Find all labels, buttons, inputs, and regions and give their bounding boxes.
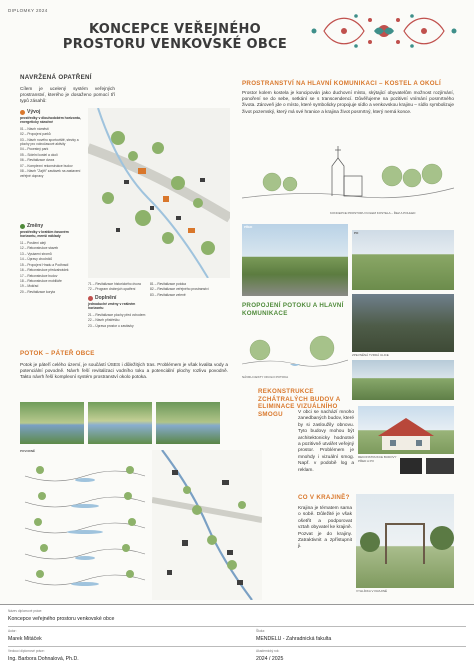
list-item: 16 – Rekonstrukce předzahrádek: [20, 268, 69, 273]
year-label: Akademický rok:: [256, 649, 280, 653]
after-label: PO: [354, 231, 359, 235]
thesis-title-value: Koncepce veřejného prostoru venkovské obce: [8, 616, 115, 622]
ad-sign-photo-2: [426, 458, 454, 474]
extra-list: [88, 282, 148, 293]
list-item: 01 – Návrh náměstí: [20, 126, 49, 131]
floods-label: POVODNĚ: [20, 449, 36, 453]
church-section-drawing: [242, 140, 454, 210]
list-item: 06 – Revitalizace dvora: [20, 158, 55, 163]
footer-divider: [8, 646, 466, 647]
house-photo: [358, 406, 454, 454]
footer-divider: [8, 626, 466, 627]
creek-path-photo: [352, 360, 454, 400]
list-item: 08 – Návrh "Zajtří" zastávek na zastavení veřejné dopravy: [20, 169, 81, 178]
folk-ornament-icon: [304, 6, 464, 56]
footer: [0, 604, 474, 671]
creek-heading: POTOK – PÁTEŘ OBCE: [20, 350, 95, 357]
zmeny-list: [20, 224, 82, 295]
reconstruction-caption: REKONSTRUKCE BUDOVY PŘED A PO: [358, 455, 397, 463]
church-text: Prostor kolem kostela je koncipován jako duchovní místo, skýtající obyvatelům možnost rozjímání, ponoření se do sebe, setkání se s transcendencí. Důvěřujeme na pozitivní vnímání posmrtného života. Zároveň jde o místo, které symbolicky propojuje sídlo a venkovskou krajinu – sídlo symbolizuje život pozemský, který má své hranice a krajina život posmrtný, který nemá konce.: [242, 90, 454, 114]
path-photo: [352, 294, 454, 352]
list-item: 03 – Návrh nového sportoviště, stezky a plochy pro volnočasové aktivity: [20, 137, 79, 146]
poster-title: [60, 22, 290, 52]
supervisor-label: Vedoucí diplomové práce:: [8, 649, 45, 653]
street-photo-before: [242, 224, 348, 296]
vyvoj-subtitle: prostředky v dlouhodobém horizontu, energeticky náročné: [20, 116, 82, 125]
list-item: 12 – Rekonstrukce staveb: [20, 246, 59, 251]
lookout-frame-icon: [356, 494, 454, 588]
proposal-intro: Cílem je ucelený systém veřejných prostranství, kterého je dosaženo pomocí tří typů zásahů:: [20, 86, 115, 104]
doplneni-dot-icon: [88, 296, 93, 301]
country-heading: CO V KRAJINĚ?: [298, 494, 350, 501]
list-item: 04 – Pocestný park: [20, 147, 49, 152]
reconstruction-text: V obci se nachází mnoho zanedbaných budov, které by si zasloužily obnovu. Tyto budovy mohou být architektonicky hodnotné a pozitivně utvářet veřejný prostor. Problémem je mnohdy i vizuální smog. Např. v podobě log a reklam.: [298, 410, 354, 473]
list-item: 18 – Rekonstrukce mobiliáře: [20, 278, 62, 283]
church-heading: PROSTRANSTVÍ NA HLAVNÍ KOMUNIKACI – KOSTEL A OKOLÍ: [242, 80, 442, 87]
list-item: 05 – Sídelní kostel a okolí: [20, 152, 58, 157]
list-item: 17 – Rekonstrukce budov: [20, 273, 58, 278]
church-caption: KONCEPCE PROSTORU KOLEM KOSTELA – ŘEZ A POHLED: [330, 211, 416, 215]
list-item: 02 – Propojení parků: [20, 132, 51, 137]
lookout-photo: [356, 494, 454, 588]
list-item: 19 – Mokřad: [20, 284, 39, 289]
school-label: Škola:: [256, 629, 265, 633]
path-section-drawing: [242, 330, 348, 372]
list-item: 13 – Vysázení stromů: [20, 251, 52, 256]
list-item: 15 – Propojení Hradu a Podhradí: [20, 262, 69, 267]
proposal-heading: NAVRŽENÁ OPATŘENÍ: [20, 74, 92, 81]
country-text: Krajina je tématem sama o sobě. Důležité je však ošetřit a podporovat vztah obyvatel ke krajině. Pozvat je do krajiny. Zatraktivnit a zpřístupnit ji.: [298, 506, 352, 550]
list-item: 81 – Revitalizace potoka: [150, 282, 186, 286]
school-value: MENDELU - Zahradnická fakulta: [256, 636, 332, 642]
vyvoj-title: Vývoj: [27, 109, 41, 116]
doplneni-list: [88, 296, 148, 329]
creek-path-caption: NÁVRH CESTY OKOLO POTOKA: [242, 375, 289, 379]
street-photo-after: [352, 230, 454, 290]
zmeny-title: Změny: [27, 223, 44, 230]
vyvoj-dot-icon: [20, 110, 25, 115]
thesis-title-label: Název diplomové práce:: [8, 609, 43, 613]
vyvoj-list: [20, 110, 82, 179]
supervisor-value: Ing. Barbora Dohnalová, Ph.D.: [8, 656, 79, 662]
creek-photo-3: [156, 402, 220, 444]
doplneni-subtitle: jednoduché změny v reálném horizontu: [88, 302, 136, 311]
list-item: 21 – Revitalizace plochy před vchodem: [88, 312, 146, 317]
creek-photo-1: [20, 402, 84, 444]
zmeny-subtitle: prostředky v kratším časovém horizontu, menší náklady: [20, 230, 69, 239]
village-map: [88, 108, 230, 278]
list-item: 11 – Posílení alejí: [20, 240, 46, 245]
path-heading: PROPOJENÍ POTOKU A HLAVNÍ KOMUNIKACE: [242, 302, 344, 317]
title-line-2: PROSTORU VENKOVSKÉ OBCE: [62, 37, 288, 52]
list-item: 82 – Revitalizace veřejného prostranství: [150, 287, 209, 292]
before-label: PŘED: [244, 225, 253, 229]
author-label: Autor:: [8, 629, 17, 633]
creek-photo-2: [88, 402, 152, 444]
list-item: 20 – Revitalizace koryta: [20, 289, 56, 294]
list-item: 71 – Revitalizace historického dvora: [88, 282, 141, 286]
paved-street-caption: ZPEVNĚNÁ TVRDÁ ULICE: [352, 353, 389, 357]
list-item: 23 – Úprava prostor u zastávky: [88, 323, 134, 328]
list-item: 07 – Komplexní rekonstrukce budov: [20, 163, 73, 168]
list-item: 14 – Úpravy chodníků: [20, 257, 53, 262]
creek-sections: [20, 458, 150, 598]
author-value: Marek Mitáček: [8, 636, 42, 642]
series-label: DIPLOMKY 2024: [8, 8, 48, 13]
extra-list-2: [150, 282, 222, 298]
ad-sign-photo-1: [400, 458, 422, 474]
reconstruction-heading: REKONSTRUKCE ZCHÁTRALÝCH BUDOV A ELIMINACE VIZUÁLNÍHO SMOGU: [258, 388, 341, 418]
creek-text: Potok je páteří celého území, je součástí ÚSES i důležitých tras. Problémem je však kvalita vody a potenciální povodně. Návrh řeší revitalizaci vodního toku a potenciální plochy rozlivu povodně. Takto návrh řeší komplexní systém prostranství okolo potoka.: [20, 362, 228, 380]
doplneni-title: Doplnění: [95, 295, 117, 302]
year-value: 2024 / 2025: [256, 656, 284, 662]
list-item: 83 – Revitalizace zeleně: [150, 292, 186, 297]
title-line-1: KONCEPCE VEŘEJNÉHO: [88, 22, 262, 37]
house-icon: [358, 406, 454, 454]
zmeny-dot-icon: [20, 224, 25, 229]
list-item: 22 – Návrh přístřešku: [88, 318, 120, 323]
creek-plan-map: [152, 450, 262, 600]
lookout-caption: VYHLÍDKA V KRAJINĚ: [356, 589, 388, 593]
list-item: 72 – Program drobných opatření: [88, 287, 136, 292]
